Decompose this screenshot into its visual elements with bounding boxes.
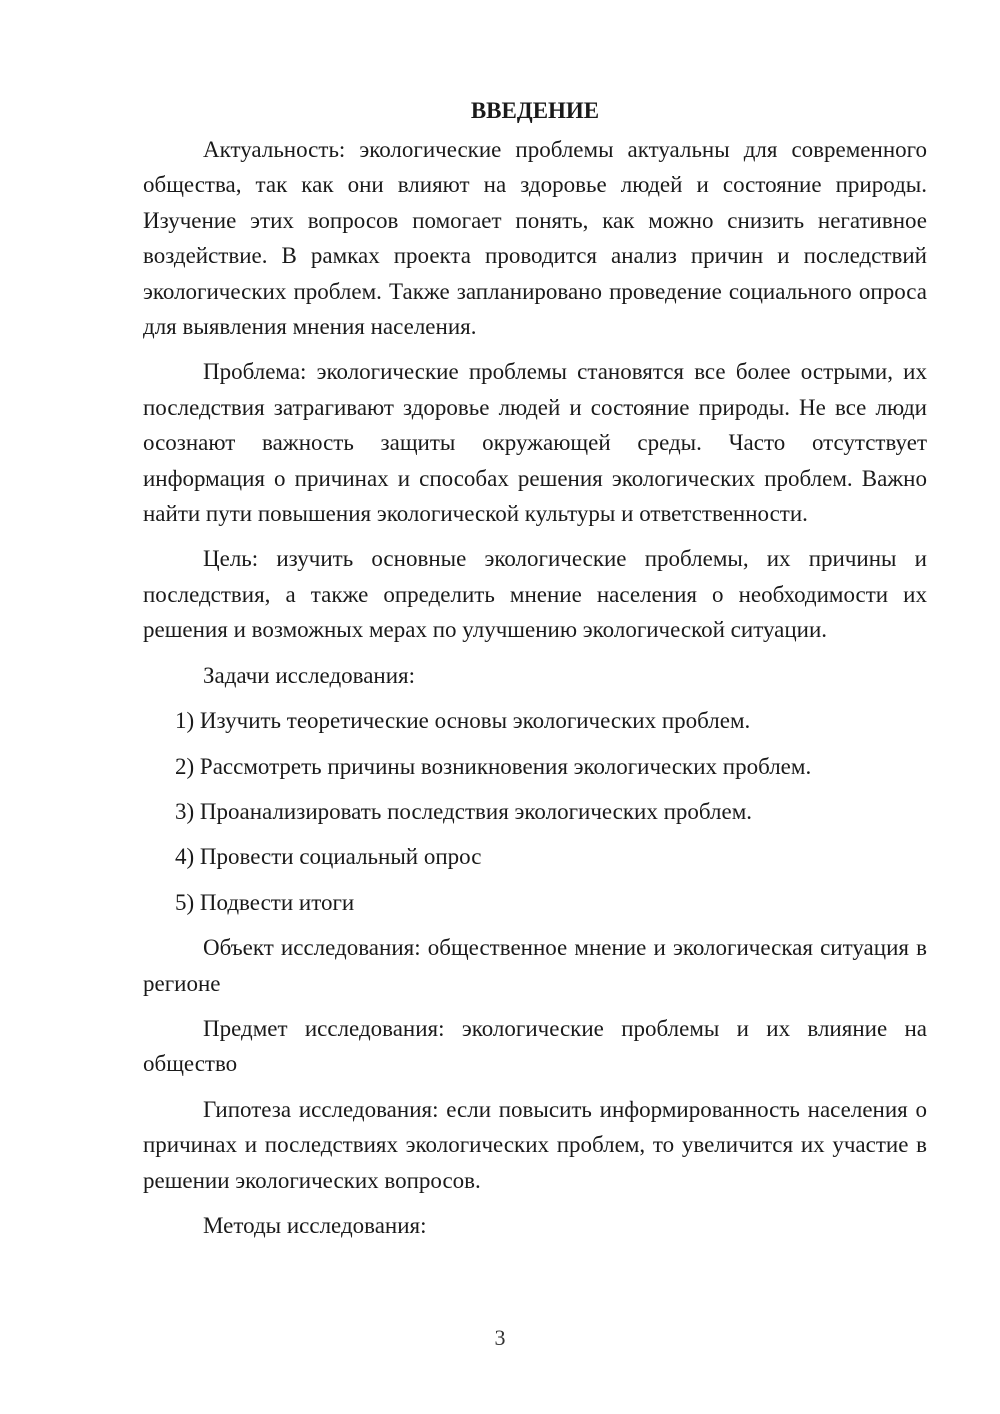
task-item-4: 4) Провести социальный опрос [175, 844, 482, 870]
paragraph-problem: Проблема: экологические проблемы становятся все более острыми, их последствия затрагивают здоровье людей и состояние природы. Не все люди осознают важность защиты окружающей среды. Часто отсутствует информация о причинах и способах решения экологических проблем. Важно найти пути повышения экологической культуры и ответственности. [143, 359, 927, 527]
paragraph-actuality: Актуальность: экологические проблемы актуальны для современного общества, так как они влияют на здоровье людей и состояние природы. Изучение этих вопросов помогает понять, как можно снизить негативное воздействие. В рамках проекта проводится анализ причин и последствий экологических проблем. Также запланировано проведение социального опроса для выявления мнения населения. [143, 137, 927, 340]
task-item-2: 2) Рассмотреть причины возникновения экологических проблем. [175, 753, 812, 779]
paragraph-goal: Цель: изучить основные экологические проблемы, их причины и последствия, а также определить мнение населения о необходимости их решения и возможных мерах по улучшению экологической ситуации. [143, 546, 927, 643]
paragraph-subject: Предмет исследования: экологические проблемы и их влияние на общество [143, 1015, 927, 1077]
paragraph-object: Объект исследования: общественное мнение и экологическая ситуация в регионе [143, 935, 927, 996]
methods-heading: Методы исследования: [203, 1212, 427, 1238]
task-item-3: 3) Проанализировать последствия экологических проблем. [175, 798, 753, 824]
task-item-1: 1) Изучить теоретические основы экологических проблем. [175, 708, 751, 734]
tasks-heading: Задачи исследования: [203, 662, 416, 688]
page-title: ВВЕДЕНИЕ [470, 98, 600, 123]
page-number: 3 [494, 1325, 506, 1350]
task-item-5: 5) Подвести итоги [175, 889, 355, 915]
paragraph-hypothesis: Гипотеза исследования: если повысить информированность населения о причинах и последствиях экологических проблем, то увеличится их участие в решении экологических вопросов. [143, 1096, 927, 1193]
